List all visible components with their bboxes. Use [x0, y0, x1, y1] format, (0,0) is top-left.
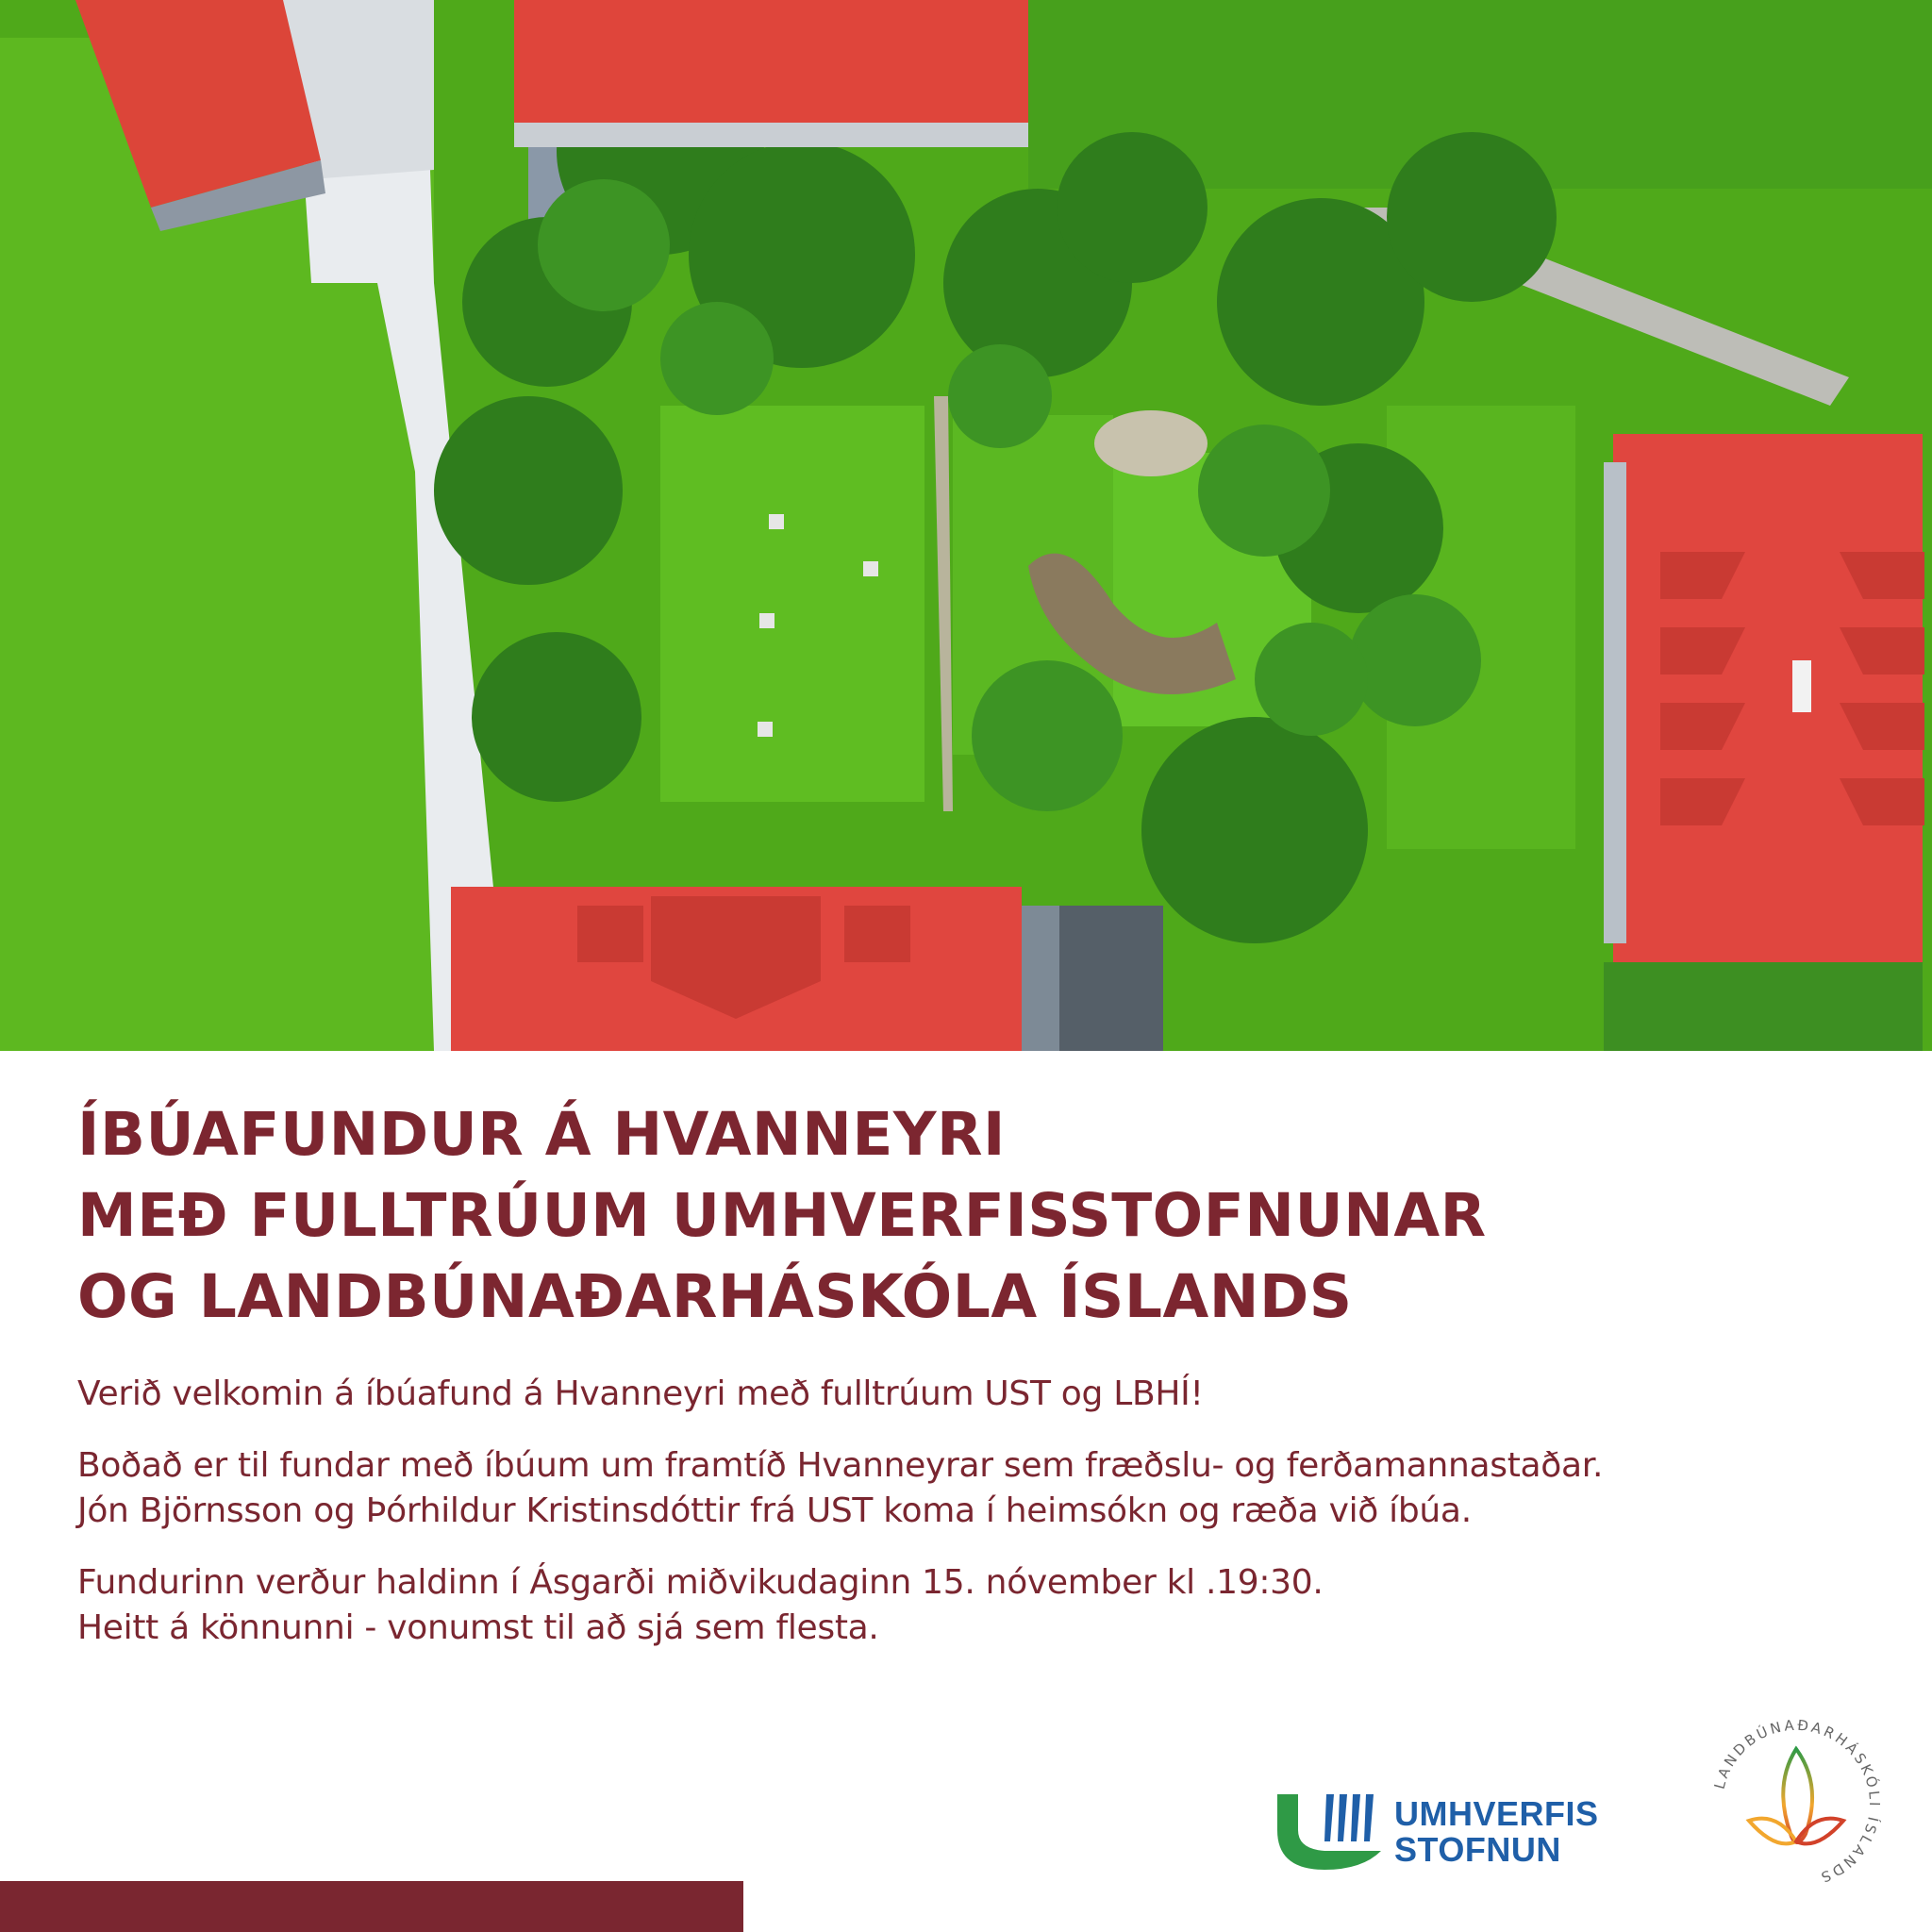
- leaf-left-icon: [1749, 1819, 1796, 1844]
- ust-mark-icon: [1277, 1794, 1381, 1870]
- details-line-2: Jón Björnsson og Þórhildur Kristinsdóttir frá UST koma í heimsókn og ræða við íbúa.: [77, 1491, 1472, 1530]
- lbhi-ring-text: LANDBÚNAÐARHÁSKÓLI ÍSLANDS: [1710, 1716, 1884, 1887]
- headline-line-1: ÍBÚAFUNDUR Á HVANNEYRI: [77, 1100, 1006, 1169]
- intro-text: Verið velkomin á íbúafund á Hvanneyri með fulltrúum UST og LBHÍ!: [77, 1374, 1204, 1413]
- umhverfisstofnun-logo: [1277, 1794, 1636, 1870]
- meeting-line-1: Fundurinn verður haldinn í Ásgarði miðvikudaginn 15. nóvember kl .19:30.: [77, 1563, 1324, 1602]
- intro-paragraph: [77, 1372, 1870, 1417]
- ust-wordmark: [1394, 1796, 1599, 1868]
- headline-line-3: OG LANDBÚNAÐARHÁSKÓLA ÍSLANDS: [77, 1262, 1353, 1331]
- details-line-1: Boðað er til fundar með íbúum um framtíð Hvanneyrar sem fræðslu- og ferðamannastaðar.: [77, 1446, 1604, 1485]
- bottom-accent-bar: [0, 1881, 743, 1932]
- headline: [77, 1094, 1870, 1338]
- lbhi-logo: [1702, 1709, 1890, 1898]
- announcement: [77, 1094, 1870, 1651]
- ust-wordmark-line-2: STOFNUN: [1394, 1830, 1561, 1869]
- meeting-paragraph: [77, 1560, 1870, 1651]
- headline-line-2: MEÐ FULLTRÚUM UMHVERFISSTOFNUNAR: [77, 1181, 1487, 1250]
- details-paragraph: [77, 1443, 1870, 1534]
- ust-wordmark-line-1: UMHVERFIS: [1394, 1794, 1599, 1833]
- meeting-line-2: Heitt á könnunni - vonumst til að sjá sem flesta.: [77, 1608, 879, 1647]
